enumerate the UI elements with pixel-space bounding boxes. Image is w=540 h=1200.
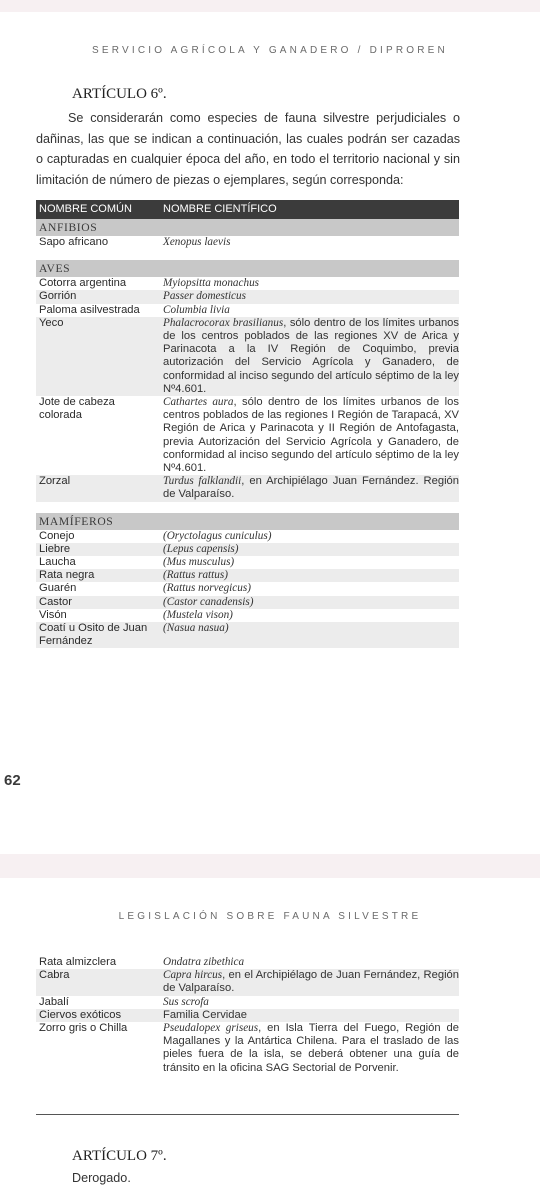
common-name-cell: Rata negra	[36, 569, 160, 582]
table-row	[36, 1009, 459, 1022]
species-note: , sólo dentro de los límites urbanos de los centros poblados de las regiones I Región de Tarapacá, XV Región de Arica y Parinacota y II Región de Antofagasta, previa Autorización del Servicio Agrícola y Ganadero, de conformidad al inciso segundo del artículo séptimo de la ley Nº4.601.	[163, 396, 460, 475]
table-row	[36, 556, 459, 569]
article-6-paragraph: Se considerarán como especies de fauna silvestre perjudiciales o dañinas, las que se indican a continuación, las cuales podrán ser cazadas o capturadas en cualquier época del año, en todo el territorio nacional y sin limitación de número de piezas o ejemplares, según corresponda:	[36, 111, 460, 187]
table-row	[36, 475, 459, 501]
section-gap	[36, 249, 459, 260]
table-row	[36, 996, 459, 1009]
common-name-cell: Sapo africano	[36, 236, 160, 249]
table-row	[36, 317, 459, 396]
scientific-name: (Rattus rattus)	[163, 569, 228, 582]
common-name-cell: Coatí u Osito de Juan Fernández	[36, 622, 160, 648]
table-header-row	[36, 200, 459, 219]
scientific-name: Phalacrocorax brasilianus	[163, 316, 284, 329]
common-name-cell: Gorrión	[36, 290, 160, 303]
common-name-cell: Laucha	[36, 556, 160, 569]
scientific-name-cell	[160, 996, 459, 1009]
species-table	[36, 200, 459, 648]
table-row	[36, 969, 459, 995]
table-row	[36, 530, 459, 543]
table-row	[36, 1022, 459, 1075]
scientific-name-cell	[160, 530, 459, 543]
page-header-2: LEGISLACIÓN SOBRE FAUNA SILVESTRE	[118, 911, 422, 922]
page-separator	[0, 854, 540, 878]
table-row	[36, 569, 459, 582]
scientific-name: Myiopsitta monachus	[163, 277, 260, 290]
section-row-aves	[36, 260, 459, 277]
scientific-name: Xenopus laevis	[163, 236, 231, 248]
table-row	[36, 622, 459, 648]
common-name-cell: Ciervos exóticos	[36, 1009, 160, 1022]
scientific-name-cell	[160, 317, 459, 396]
table-row	[36, 543, 459, 556]
scientific-name-cell	[160, 396, 459, 475]
scientific-name: (Castor canadensis)	[163, 595, 254, 608]
table-row	[36, 304, 459, 317]
common-name-cell: Cotorra argentina	[36, 277, 160, 290]
section-label: AVES	[36, 260, 459, 277]
page-number: 62	[4, 772, 21, 789]
scientific-name: (Oryctolagus cuniculus)	[163, 529, 272, 542]
scientific-name-cell	[160, 956, 459, 969]
common-name-cell: Guarén	[36, 582, 160, 595]
common-name-cell: Zorzal	[36, 475, 160, 501]
scientific-name-cell	[160, 596, 459, 609]
table-row	[36, 596, 459, 609]
species-note: , en el Archipiélago de Juan Fernández, Región de Valparaíso.	[163, 969, 460, 995]
scientific-name: Cathartes aura	[163, 396, 234, 409]
species-table-continued	[36, 956, 459, 1075]
scientific-name-cell	[160, 969, 459, 995]
scientific-name: (Mus musculus)	[163, 556, 235, 569]
table-row	[36, 236, 459, 249]
scientific-name-cell	[160, 556, 459, 569]
species-note: , en Isla Tierra del Fuego, Región de Magallanes y la Antártica Chilena. Para el traslado de las pieles fuera de la isla, se deberá obtener una guía de tránsito en la oficina SAG Sectorial de Porvenir.	[163, 1022, 459, 1074]
article-6-title: ARTÍCULO 6º.	[72, 86, 167, 102]
section-label: ANFIBIOS	[36, 219, 459, 236]
species-note: , sólo dentro de los límites urbanos de los centros poblados de las regiones XV de Arica y Parinacota a la IV Región de Coquimbo, previa autorización del Servicio Agrícola y Ganadero, de conformidad al inciso segundo del artículo séptimo de la ley Nº4.601.	[163, 316, 460, 395]
page-header: SERVICIO AGRÍCOLA Y GANADERO / DIPROREN	[92, 45, 448, 56]
scientific-name: (Rattus norvegicus)	[163, 582, 251, 595]
common-name-cell: Zorro gris o Chilla	[36, 1022, 160, 1075]
scientific-name-cell	[160, 236, 459, 249]
scientific-name: Sus scrofa	[163, 995, 209, 1008]
scientific-name: Turdus falklandii	[163, 475, 242, 488]
scientific-name-cell	[160, 609, 459, 622]
scientific-name-cell	[160, 622, 459, 648]
column-header-scientific: NOMBRE CIENTÍFICO	[160, 200, 459, 219]
scientific-name: Columbia livia	[163, 303, 230, 316]
table-row	[36, 956, 459, 969]
scientific-name: (Mustela vison)	[163, 608, 233, 621]
common-name-cell: Liebre	[36, 543, 160, 556]
section-label: MAMÍFEROS	[36, 513, 459, 530]
top-band	[0, 0, 540, 12]
scientific-name: Ondatra zibethica	[163, 956, 245, 968]
section-row-mamiferos	[36, 513, 459, 530]
article-7-text: Derogado.	[72, 1171, 131, 1185]
table-bottom-rule	[36, 1114, 459, 1115]
common-name-cell: Rata almizclera	[36, 956, 160, 969]
table-row	[36, 609, 459, 622]
scientific-name: Pseudalopex griseus	[163, 1022, 259, 1035]
scientific-name: (Nasua nasua)	[163, 622, 229, 635]
table-row	[36, 396, 459, 475]
section-row-anfibios	[36, 219, 459, 236]
scientific-name-cell	[160, 569, 459, 582]
scientific-name-cell	[160, 277, 459, 290]
table-row	[36, 277, 459, 290]
table-row	[36, 582, 459, 595]
scientific-name-cell	[160, 582, 459, 595]
common-name-cell: Conejo	[36, 530, 160, 543]
scientific-name-cell	[160, 1009, 459, 1022]
scientific-name: Capra hircus	[163, 969, 223, 982]
species-note: Familia Cervidae	[163, 1008, 247, 1021]
column-header-common: NOMBRE COMÚN	[36, 200, 160, 219]
common-name-cell: Yeco	[36, 317, 160, 396]
species-note: , en Archipiélago Juan Fernández. Región de Valparaíso.	[163, 475, 460, 501]
common-name-cell: Cabra	[36, 969, 160, 995]
scientific-name-cell	[160, 304, 459, 317]
common-name-cell: Castor	[36, 596, 160, 609]
common-name-cell: Paloma asilvestrada	[36, 304, 160, 317]
common-name-cell: Jabalí	[36, 996, 160, 1009]
scientific-name: Passer domesticus	[163, 290, 246, 303]
scientific-name-cell	[160, 543, 459, 556]
common-name-cell: Visón	[36, 609, 160, 622]
common-name-cell: Jote de cabeza colorada	[36, 396, 160, 475]
scientific-name-cell	[160, 1022, 459, 1075]
table-row	[36, 290, 459, 303]
scientific-name-cell	[160, 475, 459, 501]
scientific-name-cell	[160, 290, 459, 303]
article-7-title: ARTÍCULO 7º.	[72, 1148, 167, 1164]
section-gap	[36, 502, 459, 513]
scientific-name: (Lepus capensis)	[163, 542, 239, 555]
